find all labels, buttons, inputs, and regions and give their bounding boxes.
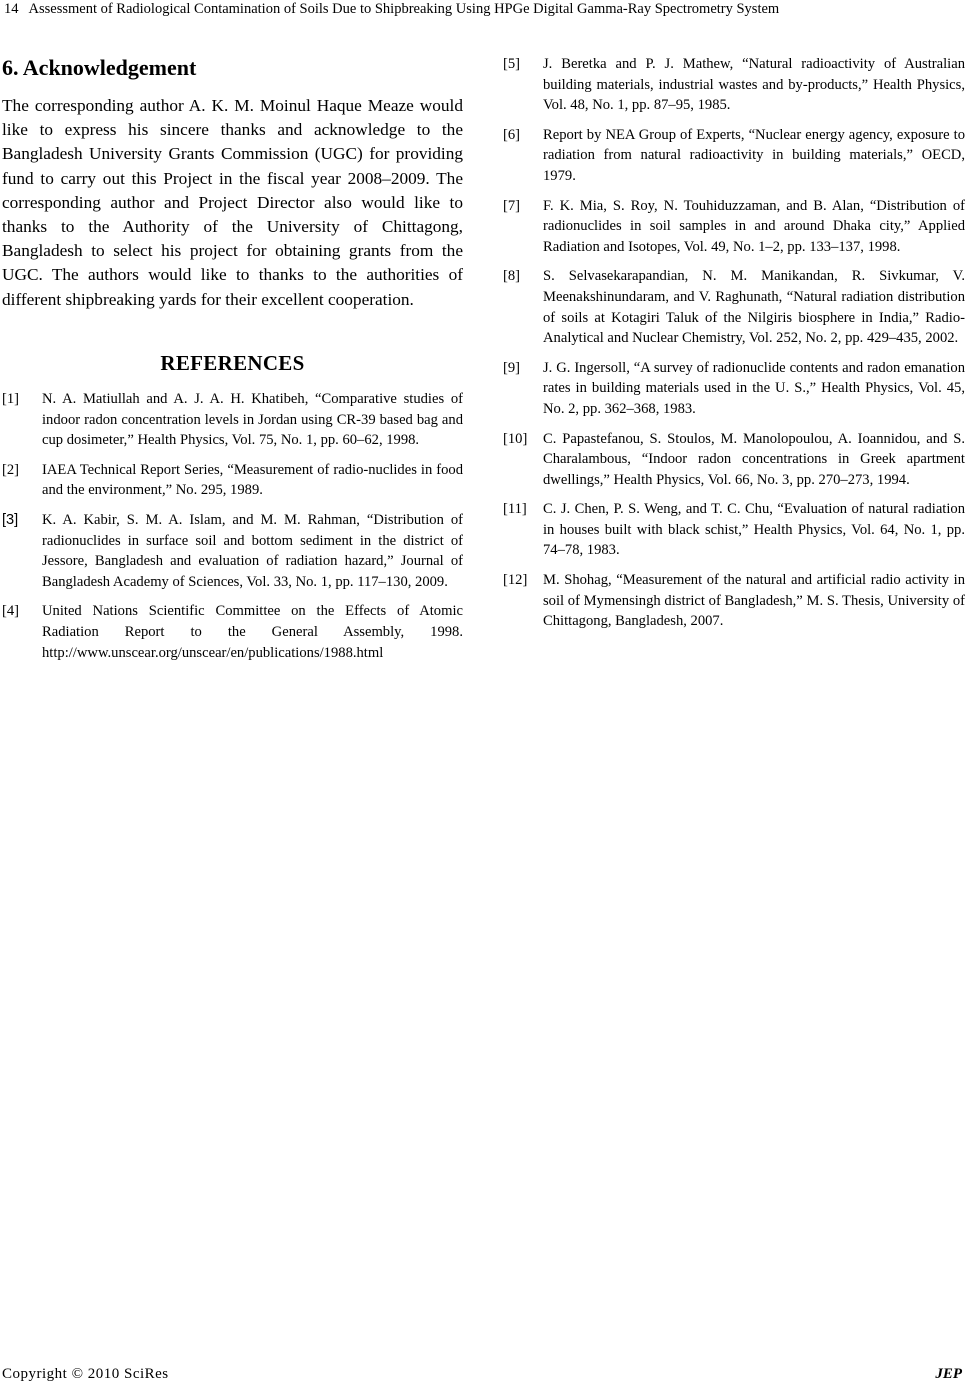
reference-text: C. J. Chen, P. S. Weng, and T. C. Chu, “Evaluation of natural radiation in houses built with black schist,” Health Physics, Vol. 64, No. 1, pp. 74–78, 1983. [543,501,965,559]
reference-number: [6] [503,126,521,143]
reference-number: [10] [503,430,528,447]
reference-text: F. K. Mia, S. Roy, N. Touhiduzzaman, and B. Alan, “Distribution of radionuclides in soil samples in and around Dhaka city,” Applied Radiation and Isotopes, Vol. 49, No. 1–2, pp. 133–137, 1998. [543,197,965,255]
reference-text: S. Selvasekarapandian, N. M. Manikandan, R. Sivkumar, V. Meenakshinundaram, and V. Raghunath, “Natural radiation distribution of soils at Kotagiri Taluk of the Nilgiris biosphere in India,” Radio-Analytical and Nuclear Chemistry, Vol. 252, No. 2, pp. 429–435, 2002. [543,268,965,347]
reference-text: J. G. Ingersoll, “A survey of radionuclide contents and radon emanation rates in building materials used in the U. S.,” Health Physics, Vol. 45, No. 2, pp. 362–368, 1983. [543,359,965,417]
reference-item [503,570,965,632]
reference-text: M. Shohag, “Measurement of the natural and artificial radio activity in soil of Mymensingh district of Bangladesh,” M. S. Thesis, University of Chittagong, Bangladesh, 2007. [543,572,965,630]
page-number: 14 [4,1,19,17]
reference-item [2,460,463,501]
reference-number: [11] [503,501,527,518]
reference-text: N. A. Matiullah and A. J. A. H. Khatibeh, “Comparative studies of indoor radon concentration levels in Jordan using CR-39 based bag and cup dosimeter,” Health Physics, Vol. 75, No. 1, pp. 60–62, 1998. [42,391,463,449]
reference-item [503,499,965,561]
reference-item [2,601,463,663]
reference-item [503,429,965,491]
reference-number: [7] [503,197,521,214]
reference-text: K. A. Kabir, S. M. A. Islam, and M. M. Rahman, “Distribution of radionuclides in surface soil and bottom sediment in the district of Jessore, Bangladesh and evaluation of radiation hazard,” Journal of Bangladesh Academy of Sciences, Vol. 33, No. 1, pp. 117–130, 2009. [42,511,463,590]
running-title: Assessment of Radiological Contamination of Soils Due to Shipbreaking Using HPGe Digital Gamma-Ray Spectrometry System [28,1,780,17]
reference-text: C. Papastefanou, S. Stoulos, M. Manolopoulou, A. Ioannidou, and S. Charalambous, “Indoor radon concentrations in Greek apartment dwellings,” Health Physics, Vol. 66, No. 3, pp. 270–273, 1994. [543,430,965,488]
reference-item [2,510,463,592]
acknowledgement-heading: 6. Acknowledgement [2,55,197,80]
reference-text: United Nations Scientific Committee on the Effects of Atomic Radiation Report to the General Assembly, 1998. http://www.unscear.org/unscear/en/publications/1988.html [42,603,463,661]
reference-number: [9] [503,359,521,376]
reference-number: [8] [503,268,521,285]
reference-text: IAEA Technical Report Series, “Measurement of radio-nuclides in food and the environment,” No. 295, 1989. [42,461,463,499]
reference-list-right [503,54,965,641]
acknowledgement-body: The corresponding author A. K. M. Moinul Haque Meaze would like to express his sincere thanks and acknowledge to the Bangladesh University Grants Commission (UGC) for providing fund to carry out this Project in the fiscal year 2008–2009. The corresponding author and Project Director also would like to thanks to the Authority of the University of Chittagong, Bangladesh to select his project for obtaining grants from the UGC. The authors would like to thanks to the authorities of different shipbreaking yards for their excellent cooperation. [2,96,463,309]
reference-number: [1] [2,391,20,407]
reference-number: [12] [503,572,528,589]
copyright-notice: Copyright © 2010 SciRes [2,1366,169,1382]
reference-item [503,266,965,348]
journal-abbreviation: JEP [935,1366,962,1382]
reference-item [2,389,463,451]
reference-number: [4] [2,603,20,620]
running-header [4,0,964,18]
reference-text: J. Beretka and P. J. Mathew, “Natural radioactivity of Australian building materials, industrial wastes and by-products,” Health Physics, Vol. 48, No. 1, pp. 87–95, 1985. [543,56,965,114]
reference-item [503,54,965,116]
reference-item [503,196,965,258]
references-heading: REFERENCES [160,351,305,375]
reference-text: Report by NEA Group of Experts, “Nuclear energy agency, exposure to radiation from natural radioactivity in building materials,” OECD, 1979. [543,126,965,184]
reference-item [503,125,965,187]
reference-item [503,358,965,420]
reference-number: [5] [503,56,521,72]
reference-list-left [2,389,463,672]
page-footer [2,1364,964,1384]
reference-number: [3] [2,511,19,528]
reference-number: [2] [2,461,20,478]
